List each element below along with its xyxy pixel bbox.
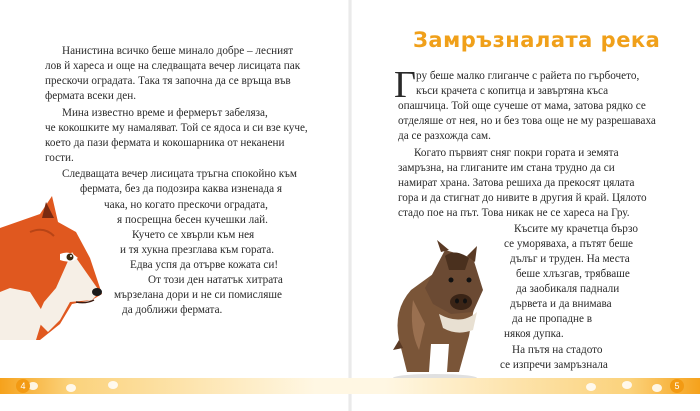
paragraph-line: Късите му крачетца бързо [514, 223, 638, 235]
paw-print-icon [622, 381, 632, 389]
paragraph-line: Следващата вечер лисицата тръгна спокойно към [62, 168, 298, 180]
paragraph-line: отделяше от нея, но и без това още не му разрешаваха [398, 115, 656, 127]
right-page-number: 5 [670, 379, 684, 393]
paragraph-line: намират храна. Затова решиха да прекосят цялата [398, 177, 635, 189]
drop-cap: Г [394, 64, 416, 106]
paragraph-line: замръзна, на глиганите им стана трудно да си [398, 162, 615, 174]
paragraph-line: се изпречи замръзнала [500, 359, 608, 371]
paragraph-line: Кучето се хвърли към нея [132, 229, 255, 241]
paragraph-line: да заобикаля паднали [516, 283, 620, 295]
book-gutter [348, 0, 352, 411]
paragraph-line: къси крачета с копитца и завъртяна къса [416, 85, 609, 97]
paragraph-line: чака, но когато прескочи оградата, [104, 199, 268, 211]
paragraph-line: се уморяваха, а пътят беше [504, 238, 634, 250]
paw-print-icon [108, 381, 118, 389]
paw-print-icon [66, 384, 76, 392]
paragraph-line: ру беше малко глиганче с райета по гърбочето, [416, 70, 640, 82]
paragraph-line: стадо пое на път. Това никак не се хареса на Гру. [398, 207, 630, 219]
paragraph-line: гости. [45, 152, 74, 164]
paragraph-line: прескочи оградата. Така тя започна да се връща във [45, 75, 291, 87]
paw-print-icon [652, 384, 662, 392]
paragraph-line: да доближи фермата. [122, 304, 223, 316]
paragraph-line: дървета и да внимава [510, 298, 612, 310]
boar-illustration [385, 240, 495, 382]
paragraph-line: От този ден нататък хитрата [148, 274, 283, 286]
fox-illustration [0, 192, 104, 342]
paragraph-line: мързелана дори и не си помисляше [114, 289, 282, 301]
paw-print-icon [586, 383, 596, 391]
paragraph-line: Едва успя да отърве кожата си! [130, 259, 279, 271]
story-title: Замръзналата река [413, 28, 661, 52]
paragraph-line: което да пази фермата и кокошарника от неканени [45, 137, 285, 149]
paragraph-line: На пътя на стадото [512, 344, 603, 356]
paragraph-line: фермата, без да подозира каква изненада я [80, 183, 283, 195]
paragraph-line: беше хлъзгав, трябваше [516, 268, 630, 280]
paragraph-line: да не пропадне в [512, 313, 593, 325]
paragraph-line: гора и да стигнат до нивите в другия й край. Цялото [398, 192, 647, 204]
left-page-number: 4 [16, 379, 30, 393]
paragraph-line: Нанистина всичко беше минало добре – лесният [62, 45, 294, 57]
paragraph-line: Мина известно време и фермерът забеляза, [62, 107, 268, 119]
paragraph-line: лов й хареса и още на следващата вечер лисицата пак [45, 60, 301, 72]
paragraph-line: дълъг и труден. На места [510, 253, 630, 265]
paragraph-line: опашчица. Той още сучеше от мама, затова рядко се [398, 100, 646, 112]
paragraph-line: и тя хукна презглава към гората. [120, 244, 275, 256]
paragraph-line: някоя дупка. [504, 328, 564, 340]
paragraph-line: че кокошките му намаляват. Той се ядоса и си взе куче, [45, 122, 308, 134]
paragraph-line: да се разхожда сам. [398, 130, 491, 142]
paragraph-line: Когато първият сняг покри гората и земята [414, 147, 619, 159]
paragraph-line: фермата всеки ден. [45, 90, 137, 102]
paragraph-line: я посрещна бесен кучешки лай. [117, 214, 268, 226]
